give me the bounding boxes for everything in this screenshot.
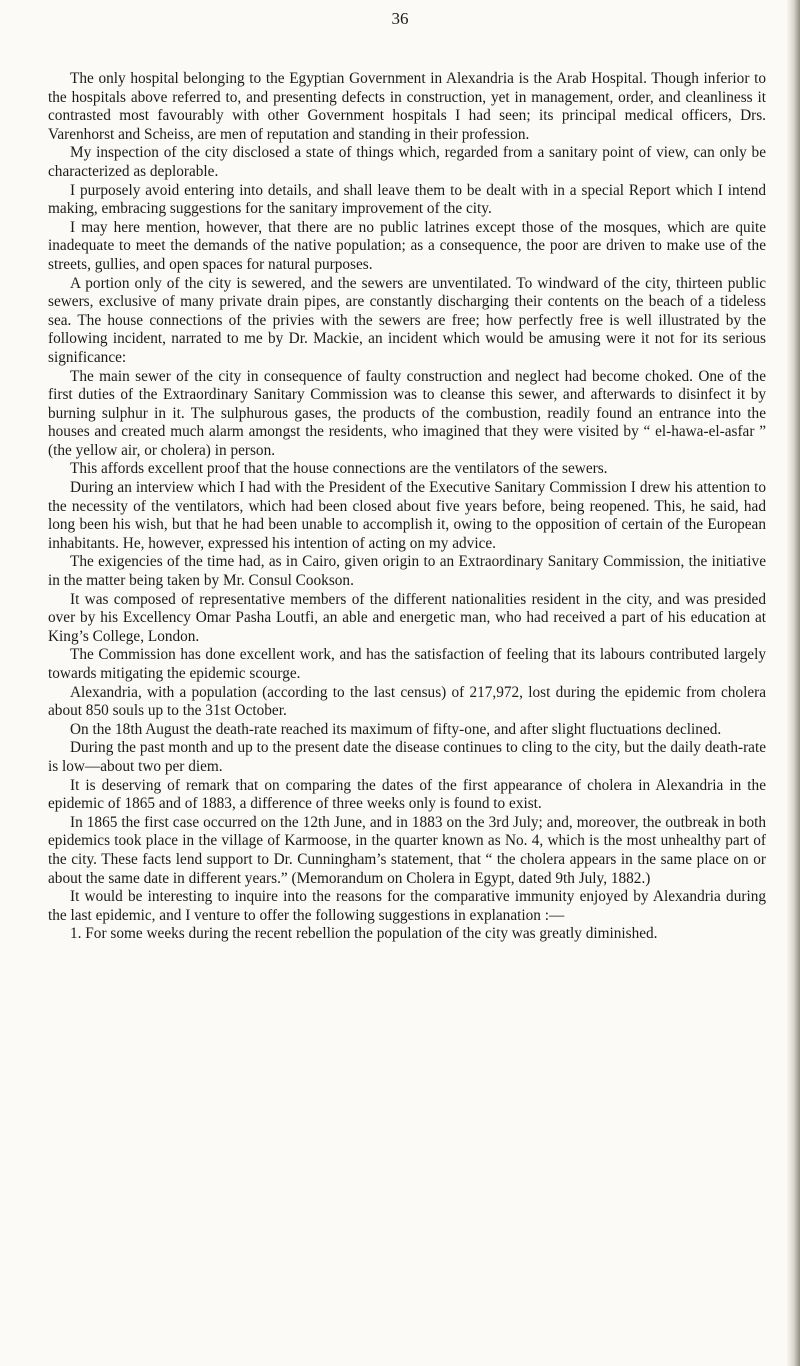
paragraph-first-cases: In 1865 the first case occurred on the 12th June, and in 1883 on the 3rd July; and, moreover, the outbreak in both epidemics took place in the village of Karmoose, in the quarter known as No. 4, which is the most unhealthy part of the city. These facts lend support to Dr. Cunningham’s statement, that “ the cholera appears in the same place on or about the same date in different years.” (Memorandum on Cholera in Egypt, dated 9th July, 1882.) xyxy=(48,813,766,887)
paragraph-population: Alexandria, with a population (according to the last census) of 217,972, lost during the epidemic from cholera about 850 souls up to the 31st October. xyxy=(48,683,766,720)
paragraph-commission-members: It was composed of representative members of the different nationalities resident in the city, and was presided over by his Excellency Omar Pasha Loutfi, an able and energetic man, who had received a part of his education at King’s College, London. xyxy=(48,590,766,645)
paragraph-immunity: It would be interesting to inquire into the reasons for the comparative immunity enjoyed by Alexandria during the last epidemic, and I venture to offer the following suggestions in explanation :— xyxy=(48,888,766,924)
page-edge-shadow xyxy=(786,0,800,1366)
paragraph-main-sewer: The main sewer of the city in consequence of faulty construction and neglect had become choked. One of the first duties of the Extraordinary Sanitary Commission was to cleanse this sewer, and afterwards to disinfect it by burning sulphur in it. The sulphurous gases, the products of the combustion, readily found an entrance into the houses and created much alarm amongst the residents, who imagined that they were visited by “ el-hawa-el-asfar ” (the yellow air, or cholera) in person. xyxy=(48,367,766,459)
paragraph-interview: During an interview which I had with the President of the Executive Sanitary Commission I drew his attention to the necessity of the ventilators, which had been closed about five years before, being reopened. This, he said, had long been his wish, but that he had been unable to accomplish it, owing to the opposition of certain of the European inhabitants. He, however, expressed his intention of acting on my advice. xyxy=(48,479,766,552)
paragraph-commission-work: The Commission has done excellent work, and has the satisfaction of feeling that its labours contributed largely towards mitigating the epidemic scourge. xyxy=(48,646,766,682)
paragraph-commission-origin: The exigencies of the time had, as in Cairo, given origin to an Extraordinary Sanitary Commission, the initiative in the matter being taken by Mr. Consul Cookson. xyxy=(48,553,766,590)
paragraph-latrines: I may here mention, however, that there are no public latrines except those of the mosques, which are quite inadequate to meet the demands of the native population; as a consequence, the poor are driven to make use of the streets, gullies, and open spaces for natural purposes. xyxy=(48,218,766,273)
paragraph-remark-dates: It is deserving of remark that on comparing the dates of the first appearance of cholera in Alexandria in the epidemic of 1865 and of 1883, a difference of three weeks only is found to exist. xyxy=(48,776,766,813)
page-number: 36 xyxy=(391,9,409,28)
paragraph-arab-hospital: The only hospital belonging to the Egyptian Government in Alexandria is the Arab Hospital. Though inferior to the hospitals above referred to, and presenting defects in construction, yet in management, order, and cleanliness it contrasted most favourably with other Government hospitals I had seen; its principal medical officers, Drs. Varenhorst and Scheiss, are men of reputation and standing in their profession. xyxy=(48,70,766,143)
body-text xyxy=(48,70,766,944)
paragraph-ventilators-proof: This affords excellent proof that the house connections are the ventilators of the sewers. xyxy=(70,460,608,478)
paragraph-past-month: During the past month and up to the present date the disease continues to cling to the city, but the daily death-rate is low—about two per diem. xyxy=(48,739,766,775)
paragraph-sewers: A portion only of the city is sewered, and the sewers are unventilated. To windward of the city, thirteen public sewers, exclusive of many private drain pipes, are constantly discharging their contents on the beach of a tideless sea. The house connections of the privies with the sewers are free; how perfectly free is well illustrated by the following incident, narrated to me by Dr. Mackie, an incident which would be amusing were it not for its serious significance: xyxy=(48,274,766,366)
paragraph-inspection: My inspection of the city disclosed a state of things which, regarded from a sanitary point of view, can only be characterized as deplorable. xyxy=(48,144,766,180)
paragraph-suggestion-1: 1. For some weeks during the recent rebellion the population of the city was greatly diminished. xyxy=(70,925,658,943)
paragraph-death-rate-max: On the 18th August the death-rate reached its maximum of fifty-one, and after slight fluctuations declined. xyxy=(70,720,722,738)
paragraph-special-report: I purposely avoid entering into details, and shall leave them to be dealt with in a special Report which I intend making, embracing suggestions for the sanitary improvement of the city. xyxy=(48,181,766,218)
